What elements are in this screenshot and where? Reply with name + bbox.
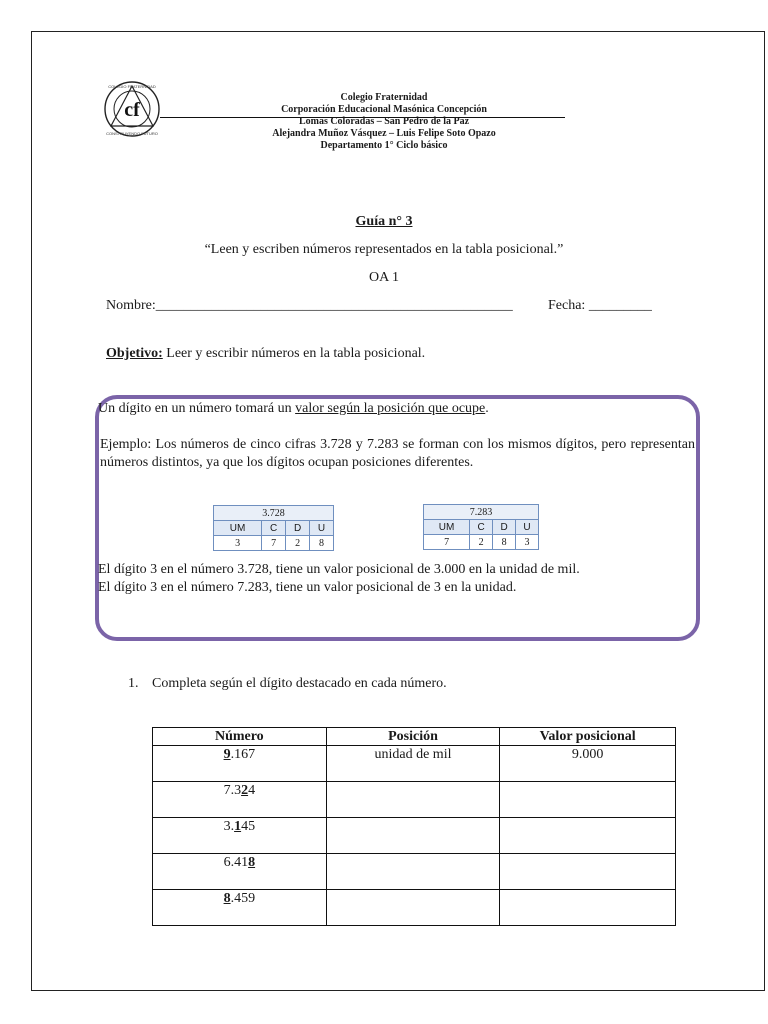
exercise-table <box>152 727 676 926</box>
highlighted-digit: 8 <box>248 855 256 870</box>
school-logo <box>103 80 161 138</box>
place-value-header: D <box>493 520 516 535</box>
place-value-header: U <box>310 521 334 536</box>
place-value-digit: 8 <box>310 536 334 551</box>
header-department: Departamento 1° Ciclo básico <box>320 140 448 151</box>
position-cell[interactable] <box>326 818 500 854</box>
svg-text:COLEGIO FRATERNIDAD: COLEGIO FRATERNIDAD <box>108 84 156 89</box>
column-header-posicion: Posición <box>326 728 500 746</box>
position-cell[interactable]: unidad de mil <box>326 746 500 782</box>
position-cell[interactable] <box>326 782 500 818</box>
highlighted-digit: 2 <box>241 783 249 798</box>
number-cell <box>153 854 327 890</box>
highlighted-digit: 1 <box>234 819 242 834</box>
number-suffix: .459 <box>230 891 256 906</box>
place-value-cell[interactable] <box>500 782 676 818</box>
column-header-numero: Número <box>153 728 327 746</box>
objective-label: Objetivo: <box>106 346 163 361</box>
callout-note-1: El dígito 3 en el número 3.728, tiene un valor posicional de 3.000 en la unidad de mil. <box>98 562 580 577</box>
svg-text:cf: cf <box>124 99 140 121</box>
place-value-digit: 2 <box>470 535 493 550</box>
objective <box>106 346 425 362</box>
column-header-valor: Valor posicional <box>500 728 676 746</box>
number-suffix: 4 <box>248 783 256 798</box>
number-cell <box>153 782 327 818</box>
place-value-digit: 3 <box>214 536 262 551</box>
place-value-digit: 7 <box>262 536 286 551</box>
place-value-table-1 <box>213 505 334 551</box>
date-field[interactable]: Fecha: _________ <box>548 298 652 313</box>
school-header <box>200 92 568 152</box>
learning-objective-code: OA 1 <box>369 270 399 285</box>
callout-intro-underlined: valor según la posición que ocupe <box>295 401 486 416</box>
callout-example: Ejemplo: Los números de cinco cifras 3.728 y 7.283 se forman con los mismos dígitos, pero representan números distintos, ya que los dígitos ocupan posiciones diferentes. <box>100 437 695 470</box>
callout-intro-end: . <box>485 401 489 416</box>
place-value-header: D <box>286 521 310 536</box>
position-cell[interactable] <box>326 854 500 890</box>
table-row <box>153 818 676 854</box>
callout-intro-text: Un dígito en un número tomará un <box>98 401 296 416</box>
position-cell[interactable] <box>326 890 500 926</box>
place-value-cell[interactable]: 9.000 <box>500 746 676 782</box>
objective-text: Leer y escribir números en la tabla posicional. <box>162 346 426 361</box>
header-authors: Alejandra Muñoz Vásquez – Luis Felipe Soto Opazo <box>272 128 496 139</box>
number-suffix: .167 <box>230 747 256 762</box>
instruction <box>128 676 447 692</box>
guide-title: Guía n° 3 <box>355 214 413 229</box>
table-row <box>153 890 676 926</box>
place-value-header: C <box>470 520 493 535</box>
place-value-header: C <box>262 521 286 536</box>
place-value-header: UM <box>424 520 470 535</box>
number-prefix: 7.3 <box>223 783 242 798</box>
name-field[interactable]: Nombre:___________________________________________________ <box>106 298 513 313</box>
place-value-digit: 2 <box>286 536 310 551</box>
number-cell <box>153 890 327 926</box>
highlighted-digit: 8 <box>223 891 231 906</box>
number-suffix: 45 <box>241 819 256 834</box>
svg-text:CONSTRUYENDO FUTURO: CONSTRUYENDO FUTURO <box>106 131 158 136</box>
explanation-callout <box>95 395 700 641</box>
instruction-number: 1. <box>128 676 139 691</box>
number-cell <box>153 746 327 782</box>
place-value-cell[interactable] <box>500 818 676 854</box>
place-value-digit: 8 <box>493 535 516 550</box>
place-value-digit: 7 <box>424 535 470 550</box>
table-row <box>153 854 676 890</box>
place-value-caption: 3.728 <box>214 506 334 521</box>
guide-subtitle: “Leen y escriben números representados en la tabla posicional.” <box>204 242 564 257</box>
place-value-digit: 3 <box>516 535 539 550</box>
table-row <box>153 746 676 782</box>
header-location: Lomas Coloradas – San Pedro de la Paz <box>298 116 470 127</box>
number-prefix: 3. <box>223 819 235 834</box>
highlighted-digit: 9 <box>223 747 231 762</box>
number-prefix: 6.41 <box>223 855 249 870</box>
number-cell <box>153 818 327 854</box>
instruction-text: Completa según el dígito destacado en cada número. <box>152 676 447 691</box>
header-school-name: Colegio Fraternidad <box>340 92 428 103</box>
place-value-header: U <box>516 520 539 535</box>
place-value-cell[interactable] <box>500 890 676 926</box>
table-row <box>153 782 676 818</box>
header-corporation: Corporación Educacional Masónica Concepción <box>281 104 487 115</box>
callout-note-2: El dígito 3 en el número 7.283, tiene un valor posicional de 3 en la unidad. <box>98 580 517 595</box>
place-value-caption: 7.283 <box>424 505 539 520</box>
place-value-header: UM <box>214 521 262 536</box>
place-value-cell[interactable] <box>500 854 676 890</box>
callout-intro <box>98 400 489 418</box>
place-value-table-2 <box>423 504 539 550</box>
